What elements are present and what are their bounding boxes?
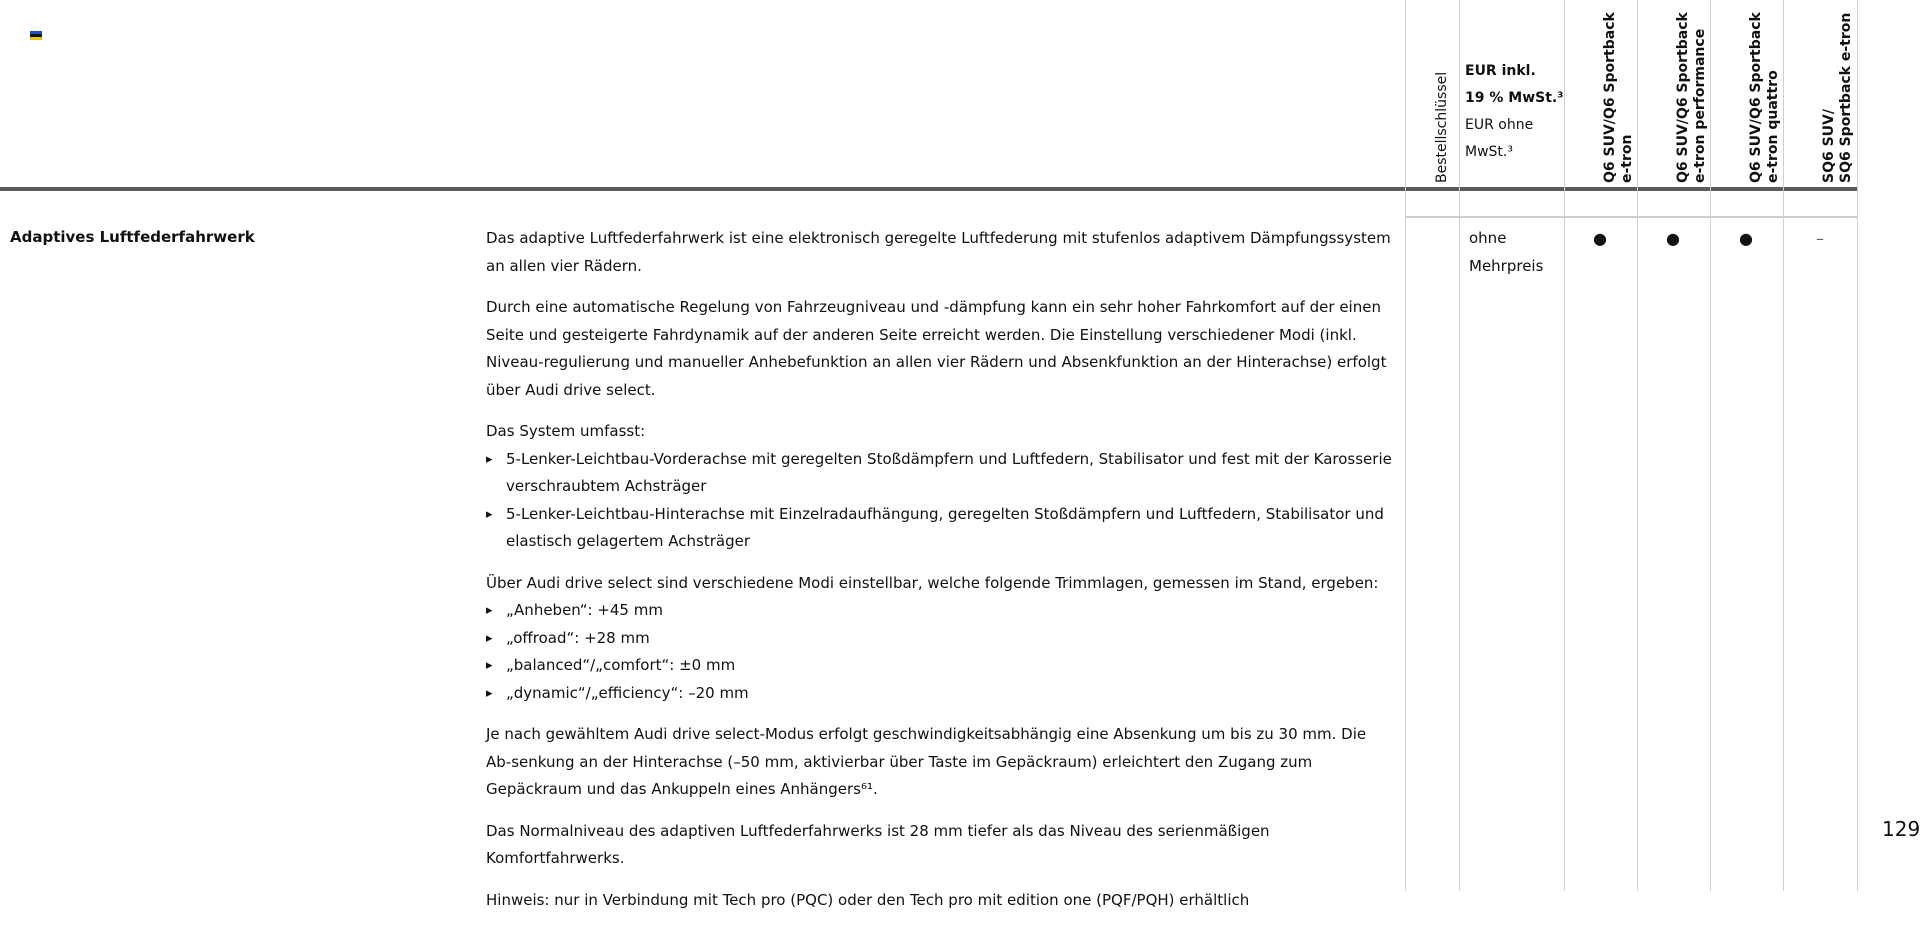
list-item: ▸ „dynamic“/„efficiency“: –20 mm bbox=[486, 680, 1396, 708]
header-model-2-line2: e-tron performance bbox=[1691, 28, 1708, 183]
header-model-1-line1: Q6 SUV/Q6 Sportback bbox=[1601, 12, 1618, 183]
header-model-2 bbox=[1638, 0, 1711, 189]
availability-mark-model-2: ● bbox=[1666, 229, 1680, 248]
header-model-3-line1: Q6 SUV/Q6 Sportback bbox=[1747, 12, 1764, 183]
header-price bbox=[1465, 58, 1565, 166]
header-model-4-line1: SQ6 SUV/ bbox=[1820, 109, 1837, 183]
description-paragraph: Das Normalniveau des adaptiven Luftfederfahrwerks ist 28 mm tiefer als das Niveau des serienmäßigen Komfortfahrwerks. bbox=[486, 821, 1270, 867]
header-order-key bbox=[1407, 0, 1460, 189]
header-model-1-line2: e-tron bbox=[1618, 134, 1635, 183]
column-separator bbox=[1857, 0, 1858, 891]
system-intro: Das System umfasst: bbox=[486, 422, 646, 440]
description-paragraph: Durch eine automatische Regelung von Fahrzeugniveau und -dämpfung kann ein sehr hoher Fahrkomfort auf der einen Seite und gesteigerte Fahrdynamik auf der anderen Seite erreicht werden. Die Einstellung verschiedener Modi (inkl. Niveau-regulierung und manueller Anhebefunktion an allen vier Rädern und Absenkfunktion an der Hinterachse) erfolgt über Audi drive select. bbox=[486, 298, 1387, 399]
price-cell bbox=[1469, 225, 1559, 280]
list-item: ▸ „offroad“: +28 mm bbox=[486, 625, 1396, 653]
price-line1: ohne bbox=[1469, 229, 1507, 247]
header-model-3 bbox=[1711, 0, 1784, 189]
header-order-key-label: Bestellschlüssel bbox=[1433, 71, 1450, 183]
header-price-excl-line1: EUR ohne bbox=[1465, 117, 1534, 133]
header-model-1 bbox=[1565, 0, 1638, 189]
description-note: Hinweis: nur in Verbindung mit Tech pro (PQC) oder den Tech pro mit edition one (PQF/PQH) erhältlich bbox=[486, 890, 1250, 909]
list-item: ▸ 5-Lenker-Leichtbau-Hinterachse mit Einzelradaufhängung, geregelten Stoßdämpfern und Luftfedern, Stabilisator und elastisch gelagertem Achsträger bbox=[486, 501, 1396, 556]
header-divider bbox=[0, 187, 1858, 191]
column-separator bbox=[1459, 0, 1460, 891]
header-model-3-line2: e-tron quattro bbox=[1764, 70, 1781, 183]
column-separator bbox=[1710, 0, 1711, 891]
feature-description bbox=[486, 225, 1396, 928]
header-model-2-line1: Q6 SUV/Q6 Sportback bbox=[1674, 12, 1691, 183]
column-separator bbox=[1783, 0, 1784, 891]
header-model-4 bbox=[1784, 0, 1857, 189]
flag-icon bbox=[30, 31, 42, 40]
column-separator bbox=[1405, 0, 1406, 891]
description-paragraph: Je nach gewähltem Audi drive select-Modus erfolgt geschwindigkeitsabhängig eine Absenkung um bis zu 30 mm. Die Ab-senkung an der Hinterachse (–50 mm, aktivierbar über Taste im Gepäckraum) erleichtert den Zugang zum Gepäckraum und das Ankuppeln eines Anhängers⁶¹. bbox=[486, 725, 1367, 798]
header-price-excl-line2: MwSt.³ bbox=[1465, 144, 1513, 160]
availability-mark-model-1: ● bbox=[1593, 229, 1607, 248]
column-separator bbox=[1564, 0, 1565, 891]
availability-mark-model-3: ● bbox=[1739, 229, 1753, 248]
modes-intro: Über Audi drive select sind verschiedene Modi einstellbar, welche folgende Trimmlagen, gemessen im Stand, ergeben: bbox=[486, 573, 1379, 592]
modes-list bbox=[486, 597, 1396, 707]
header-price-incl-line2: 19 % MwSt.³ bbox=[1465, 90, 1564, 106]
page-number: 129 bbox=[1882, 817, 1920, 841]
availability-mark-model-4: – bbox=[1816, 229, 1824, 248]
header-price-incl-line1: EUR inkl. bbox=[1465, 63, 1536, 79]
system-list bbox=[486, 446, 1396, 556]
list-item: ▸ „balanced“/„comfort“: ±0 mm bbox=[486, 652, 1396, 680]
row-divider bbox=[1405, 216, 1858, 218]
list-item: ▸ „Anheben“: +45 mm bbox=[486, 597, 1396, 625]
list-item: ▸ 5-Lenker-Leichtbau-Vorderachse mit geregelten Stoßdämpfern und Luftfedern, Stabilisator und fest mit der Karosserie verschraubtem Achsträger bbox=[486, 446, 1396, 501]
price-line2: Mehrpreis bbox=[1469, 256, 1544, 275]
description-paragraph: Das adaptive Luftfederfahrwerk ist eine elektronisch geregelte Luftfederung mit stufenlos adaptivem Dämpfungssystem an allen vier Rädern. bbox=[486, 229, 1391, 275]
header-model-4-line2: SQ6 Sportback e-tron bbox=[1837, 12, 1854, 183]
column-separator bbox=[1637, 0, 1638, 891]
feature-name: Adaptives Luftfederfahrwerk bbox=[10, 228, 255, 246]
